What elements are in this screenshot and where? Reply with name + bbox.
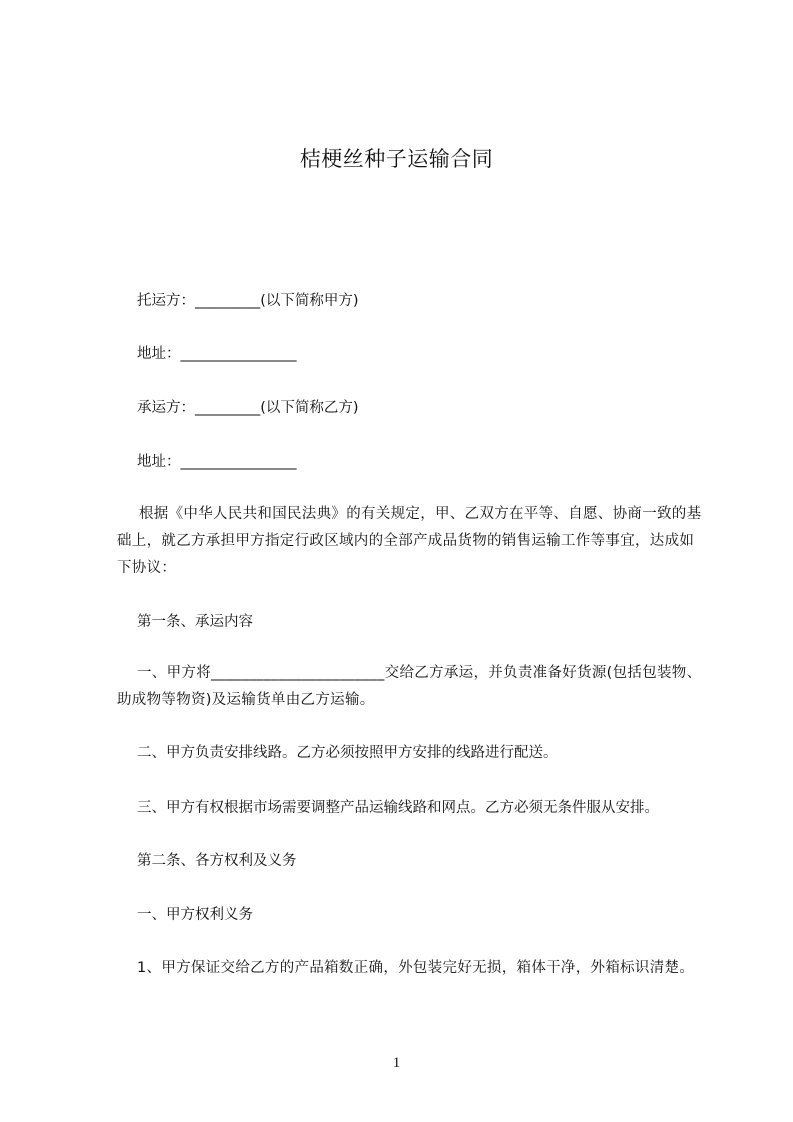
article1-item3: 三、甲方有权根据市场需要调整产品运输线路和网点。乙方必须无条件服从安排。 (137, 800, 659, 816)
carrier-address: 地址：________________ (137, 454, 297, 470)
party-a-item1: 1、甲方保证交给乙方的产品箱数正确，外包装完好无损，箱体干净，外箱标识清楚。 (137, 960, 695, 976)
article1-heading: 第一条、承运内容 (137, 614, 253, 630)
party-a-heading: 一、甲方权利义务 (137, 907, 253, 923)
article1-item2: 二、甲方负责安排线路。乙方必须按照甲方安排的线路进行配送。 (137, 745, 558, 761)
page-number: 1 (392, 1055, 401, 1071)
preamble-paragraph: 根据《中华人民共和国民法典》的有关规定，甲、乙双方在平等、自愿、协商一致的基础上，就乙方承担甲方指定行政区域内的全部产成品货物的销售运输工作等事宜，达成如下协议： (117, 506, 702, 576)
shipper-address: 地址：________________ (137, 346, 297, 362)
article1-item1: 一、甲方将_______________________交给乙方承运，并负责准备好货源(包括包装物、助成物等物资)及运输货单由乙方运输。 (117, 665, 702, 708)
shipper-line: 托运方：_________(以下简称甲方) (137, 293, 359, 309)
carrier-line: 承运方：_________(以下简称乙方) (137, 400, 359, 416)
document-title: 桔梗丝种子运输合同 (299, 147, 494, 171)
article2-heading: 第二条、各方权利及义务 (137, 853, 297, 869)
